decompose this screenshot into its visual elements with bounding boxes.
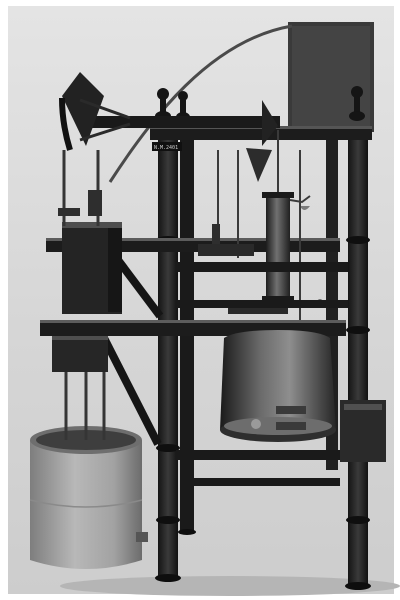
plaque bbox=[152, 142, 182, 151]
pump-box-upper bbox=[62, 222, 122, 314]
pump-box-lower bbox=[52, 336, 108, 372]
water-bucket bbox=[30, 426, 148, 569]
top-beam bbox=[150, 128, 372, 140]
frame-post-front-left bbox=[158, 140, 178, 578]
boiler bbox=[220, 330, 336, 442]
plaque-label: N.M.2401 bbox=[154, 145, 179, 151]
